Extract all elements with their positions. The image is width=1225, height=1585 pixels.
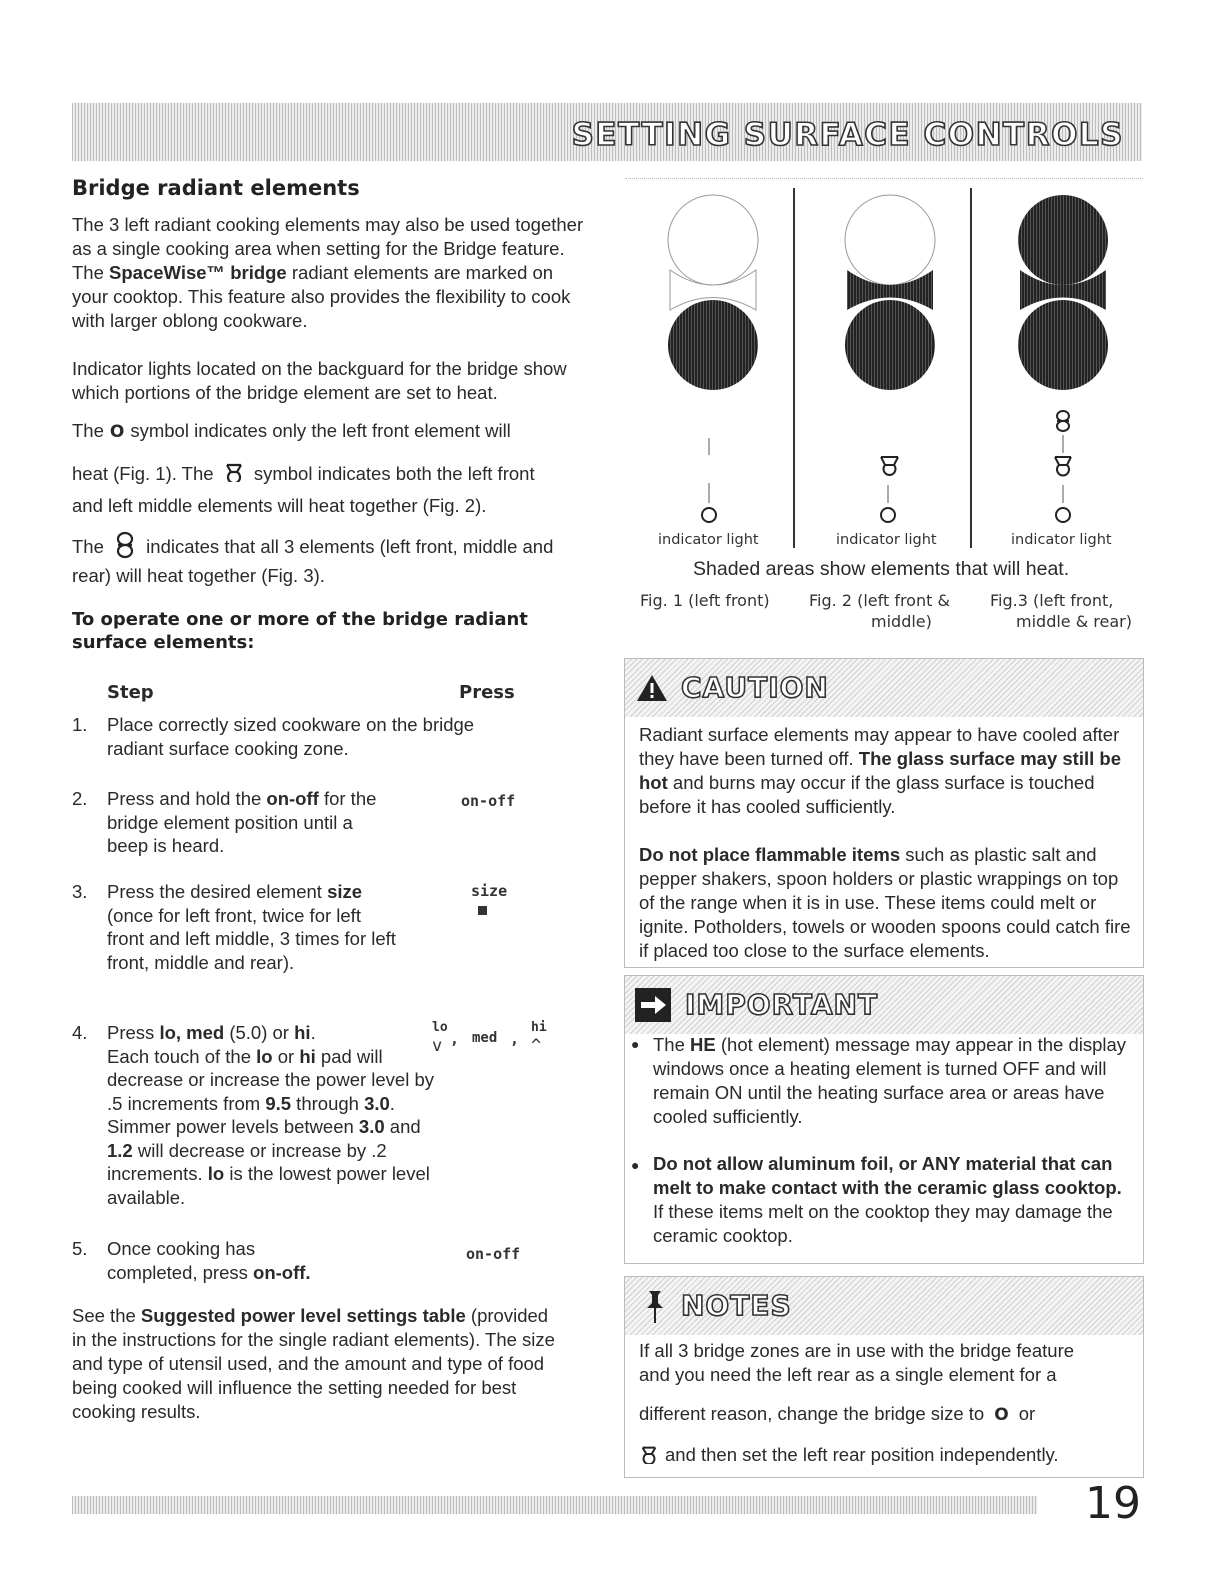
- text: The: [72, 536, 104, 557]
- fig1-caption: Fig. 1 (left front): [640, 591, 770, 610]
- notes-header: [625, 1277, 1143, 1335]
- text: (provided in the instructions for the single radiant elements). The size and type of utensil used, and the amount and type of food being cooked will influence the setting needed for best cooking results.: [72, 1305, 555, 1422]
- text: Radiant surface elements may appear to have cooled after they have been turned off.: [639, 724, 1120, 769]
- text: hi: [299, 1045, 316, 1067]
- operate-heading: To operate one or more of the bridge radiant surface elements:: [72, 609, 528, 653]
- fig3-left-front-middle-rear-diagram: [1018, 195, 1108, 522]
- on-off-pad-label: on-off: [466, 1245, 521, 1263]
- text: symbol indicates only the left front element will: [130, 420, 511, 441]
- text: symbol indicates both the left front: [253, 463, 535, 484]
- text: indicates that all 3 elements (left front, middle and: [146, 536, 554, 557]
- text: or: [1018, 1403, 1036, 1424]
- text: on-off: [266, 788, 319, 809]
- important-box: [624, 975, 1144, 1264]
- fig1-indicator-label: indicator light: [658, 532, 759, 548]
- step-text: [107, 1237, 337, 1284]
- step-text: [107, 1021, 447, 1209]
- text: different reason, change the bridge size to: [639, 1403, 985, 1424]
- important-bullet-1: [653, 1033, 1129, 1129]
- step-text: Place correctly sized cookware on the bridge radiant surface cooking zone.: [107, 714, 475, 759]
- text: 3.0: [364, 1092, 390, 1114]
- text: pad will decrease or increase the power level by .5 increments from: [107, 1045, 435, 1114]
- text: (5.0) or: [224, 1022, 295, 1043]
- text: 9.5: [265, 1092, 292, 1114]
- caution-paragraph-2: [639, 843, 1133, 963]
- comma: ,: [510, 1030, 520, 1048]
- text: Each touch of the: [107, 1045, 257, 1067]
- section-title: SETTING SURFACE CONTROLS: [571, 117, 1124, 153]
- figure-top-rule: [625, 178, 1143, 180]
- press-column-header: Press: [459, 682, 515, 703]
- important-bullet-2: [653, 1152, 1133, 1248]
- notes-line-1: If all 3 bridge zones are in use with the bridge feature: [639, 1340, 1075, 1361]
- step-text: [107, 880, 397, 974]
- symbol-line-3: and left middle elements will heat together (Fig. 2).: [72, 495, 487, 516]
- text: The glass surface may still be hot: [639, 748, 1121, 793]
- text: for the bridge element position until a beep is heard.: [107, 788, 377, 856]
- symbol-line-2: [72, 462, 592, 486]
- text: Press: [107, 1022, 160, 1043]
- step-number: 4.: [72, 1022, 88, 1043]
- symbol-line-5: rear) will heat together (Fig. 3).: [72, 565, 325, 586]
- lo-arrow-icon: v: [432, 1036, 443, 1056]
- step-number: 5.: [72, 1238, 88, 1259]
- single-element-symbol-icon: O: [109, 422, 125, 442]
- text: is the lowest power level available.: [107, 1163, 430, 1208]
- text: such as plastic salt and pepper shakers, spoon holders or plastic wrappings on top of the range when it is in use. These items could melt or ignite. Potholders, towels or wooden spoons could catch fire if placed too close to the surface elements.: [639, 844, 1131, 961]
- single-element-symbol-icon: O: [994, 1405, 1009, 1425]
- triple-element-symbol-icon: [115, 531, 135, 559]
- step-number: 2.: [72, 788, 88, 809]
- text: will decrease or increase by .2 increments.: [107, 1139, 387, 1184]
- text: 1.2: [107, 1139, 133, 1161]
- comma: ,: [450, 1030, 460, 1048]
- text: and: [384, 1116, 421, 1137]
- text: The: [653, 1034, 691, 1055]
- text: size: [327, 881, 363, 902]
- step-number: 1.: [72, 714, 88, 735]
- notes-line-2: and you need the left rear as a single element for a: [639, 1364, 1057, 1385]
- symbol-line-1: [72, 419, 592, 444]
- intro-paragraph: [72, 213, 592, 333]
- fig2-caption: Fig. 2 (left front &: [809, 591, 950, 610]
- text: through: [291, 1092, 365, 1114]
- fig3-caption-cont: middle & rear): [1016, 612, 1132, 631]
- step-number: 3.: [72, 881, 88, 902]
- fig1-left-front-diagram: [668, 195, 758, 522]
- text: Press the desired element: [107, 881, 328, 902]
- bullet-icon: ●: [631, 1157, 640, 1173]
- double-element-symbol-icon: [223, 462, 245, 482]
- text: Do not place flammable items: [639, 844, 901, 865]
- symbol-line-4: [72, 531, 592, 559]
- med-pad-label: med: [472, 1030, 498, 1046]
- hi-arrow-icon: ^: [531, 1036, 542, 1056]
- intro-text: The 3 left radiant cooking elements may also be used together as a single cooking area when setting for the Bridge feature. The: [72, 214, 584, 283]
- text: hi: [294, 1022, 311, 1043]
- text: (hot element) message may appear in the display windows once a heating element is turned OFF and will remain ON until the heating surface area or areas have cooled sufficiently.: [653, 1034, 1127, 1127]
- text: on-off.: [253, 1261, 311, 1283]
- notes-box: [624, 1276, 1144, 1478]
- bullet-icon: ●: [631, 1036, 640, 1052]
- pushpin-icon: [643, 1289, 667, 1325]
- bridge-figures-svg: [625, 185, 1143, 525]
- caution-header: [625, 659, 1143, 717]
- text: (once for left front, twice for left front and left middle, 3 times for left front, middle and rear).: [107, 904, 396, 973]
- fig2-indicator-label: indicator light: [836, 532, 937, 548]
- caution-paragraph-1: [639, 723, 1133, 819]
- intro-text-cont: radiant elements are marked on your cooktop. This feature also provides the flexibility to cook with larger oblong cookware.: [72, 262, 571, 331]
- indicator-paragraph: Indicator lights located on the backguard for the bridge show which portions of the bridge element are set to heat.: [72, 358, 567, 403]
- footer-band: [72, 1496, 1037, 1514]
- lo-pad-label: lo: [432, 1020, 448, 1035]
- text: lo: [207, 1163, 225, 1184]
- text: and burns may occur if the glass surface is touched before it has cooled sufficiently.: [639, 772, 1095, 817]
- size-pad-square-icon: [478, 906, 487, 915]
- notes-line-4: [639, 1443, 1133, 1467]
- step-column-header: Step: [107, 682, 154, 703]
- important-title: IMPORTANT: [685, 988, 879, 1021]
- fig3-indicator-label: indicator light: [1011, 532, 1112, 548]
- text: The: [72, 420, 104, 441]
- text: . Simmer power levels between: [107, 1092, 395, 1137]
- hi-pad-label: hi: [531, 1020, 547, 1035]
- text: lo: [256, 1045, 273, 1067]
- section-header-band: [72, 103, 1142, 161]
- text: HE: [690, 1034, 716, 1055]
- text: Once cooking has completed, press: [107, 1238, 256, 1283]
- size-pad-label: size: [471, 882, 508, 900]
- text: Press and hold the: [107, 788, 267, 809]
- spacewise-bridge-term: SpaceWise™ bridge: [109, 262, 287, 283]
- text: lo, med: [159, 1022, 225, 1043]
- suggested-settings-reference: Suggested power level settings table: [140, 1305, 466, 1326]
- text: Do not allow aluminum foil, or ANY material that can melt to make contact with the ceramic glass cooktop.: [653, 1153, 1122, 1198]
- text: See the: [72, 1305, 141, 1326]
- on-off-pad-label: on-off: [461, 792, 516, 810]
- text: If these items melt on the cooktop they may damage the ceramic cooktop.: [653, 1201, 1113, 1246]
- notes-title: NOTES: [681, 1289, 792, 1322]
- bridge-heading: Bridge radiant elements: [72, 176, 360, 200]
- see-table-paragraph: [72, 1304, 562, 1424]
- fig2-caption-cont: middle): [871, 612, 932, 631]
- text: and then set the left rear position independently.: [665, 1444, 1059, 1465]
- warning-triangle-icon: [635, 673, 669, 703]
- page-number: 19: [1085, 1478, 1141, 1529]
- fig3-caption: Fig.3 (left front,: [990, 591, 1114, 610]
- double-element-symbol-icon: [639, 1444, 659, 1464]
- text: heat (Fig. 1). The: [72, 463, 214, 484]
- caution-title: CAUTION: [681, 671, 829, 704]
- step-text: [107, 787, 397, 858]
- text: 3.0: [358, 1116, 385, 1137]
- text: .: [310, 1022, 316, 1043]
- fig2-left-front-middle-diagram: [845, 195, 935, 522]
- important-header: [625, 976, 1143, 1034]
- figure-caption: Shaded areas show elements that will heat.: [693, 558, 1070, 580]
- arrow-right-icon: [635, 988, 671, 1022]
- notes-line-3: [639, 1402, 1133, 1427]
- caution-box: [624, 658, 1144, 968]
- text: or: [272, 1045, 300, 1067]
